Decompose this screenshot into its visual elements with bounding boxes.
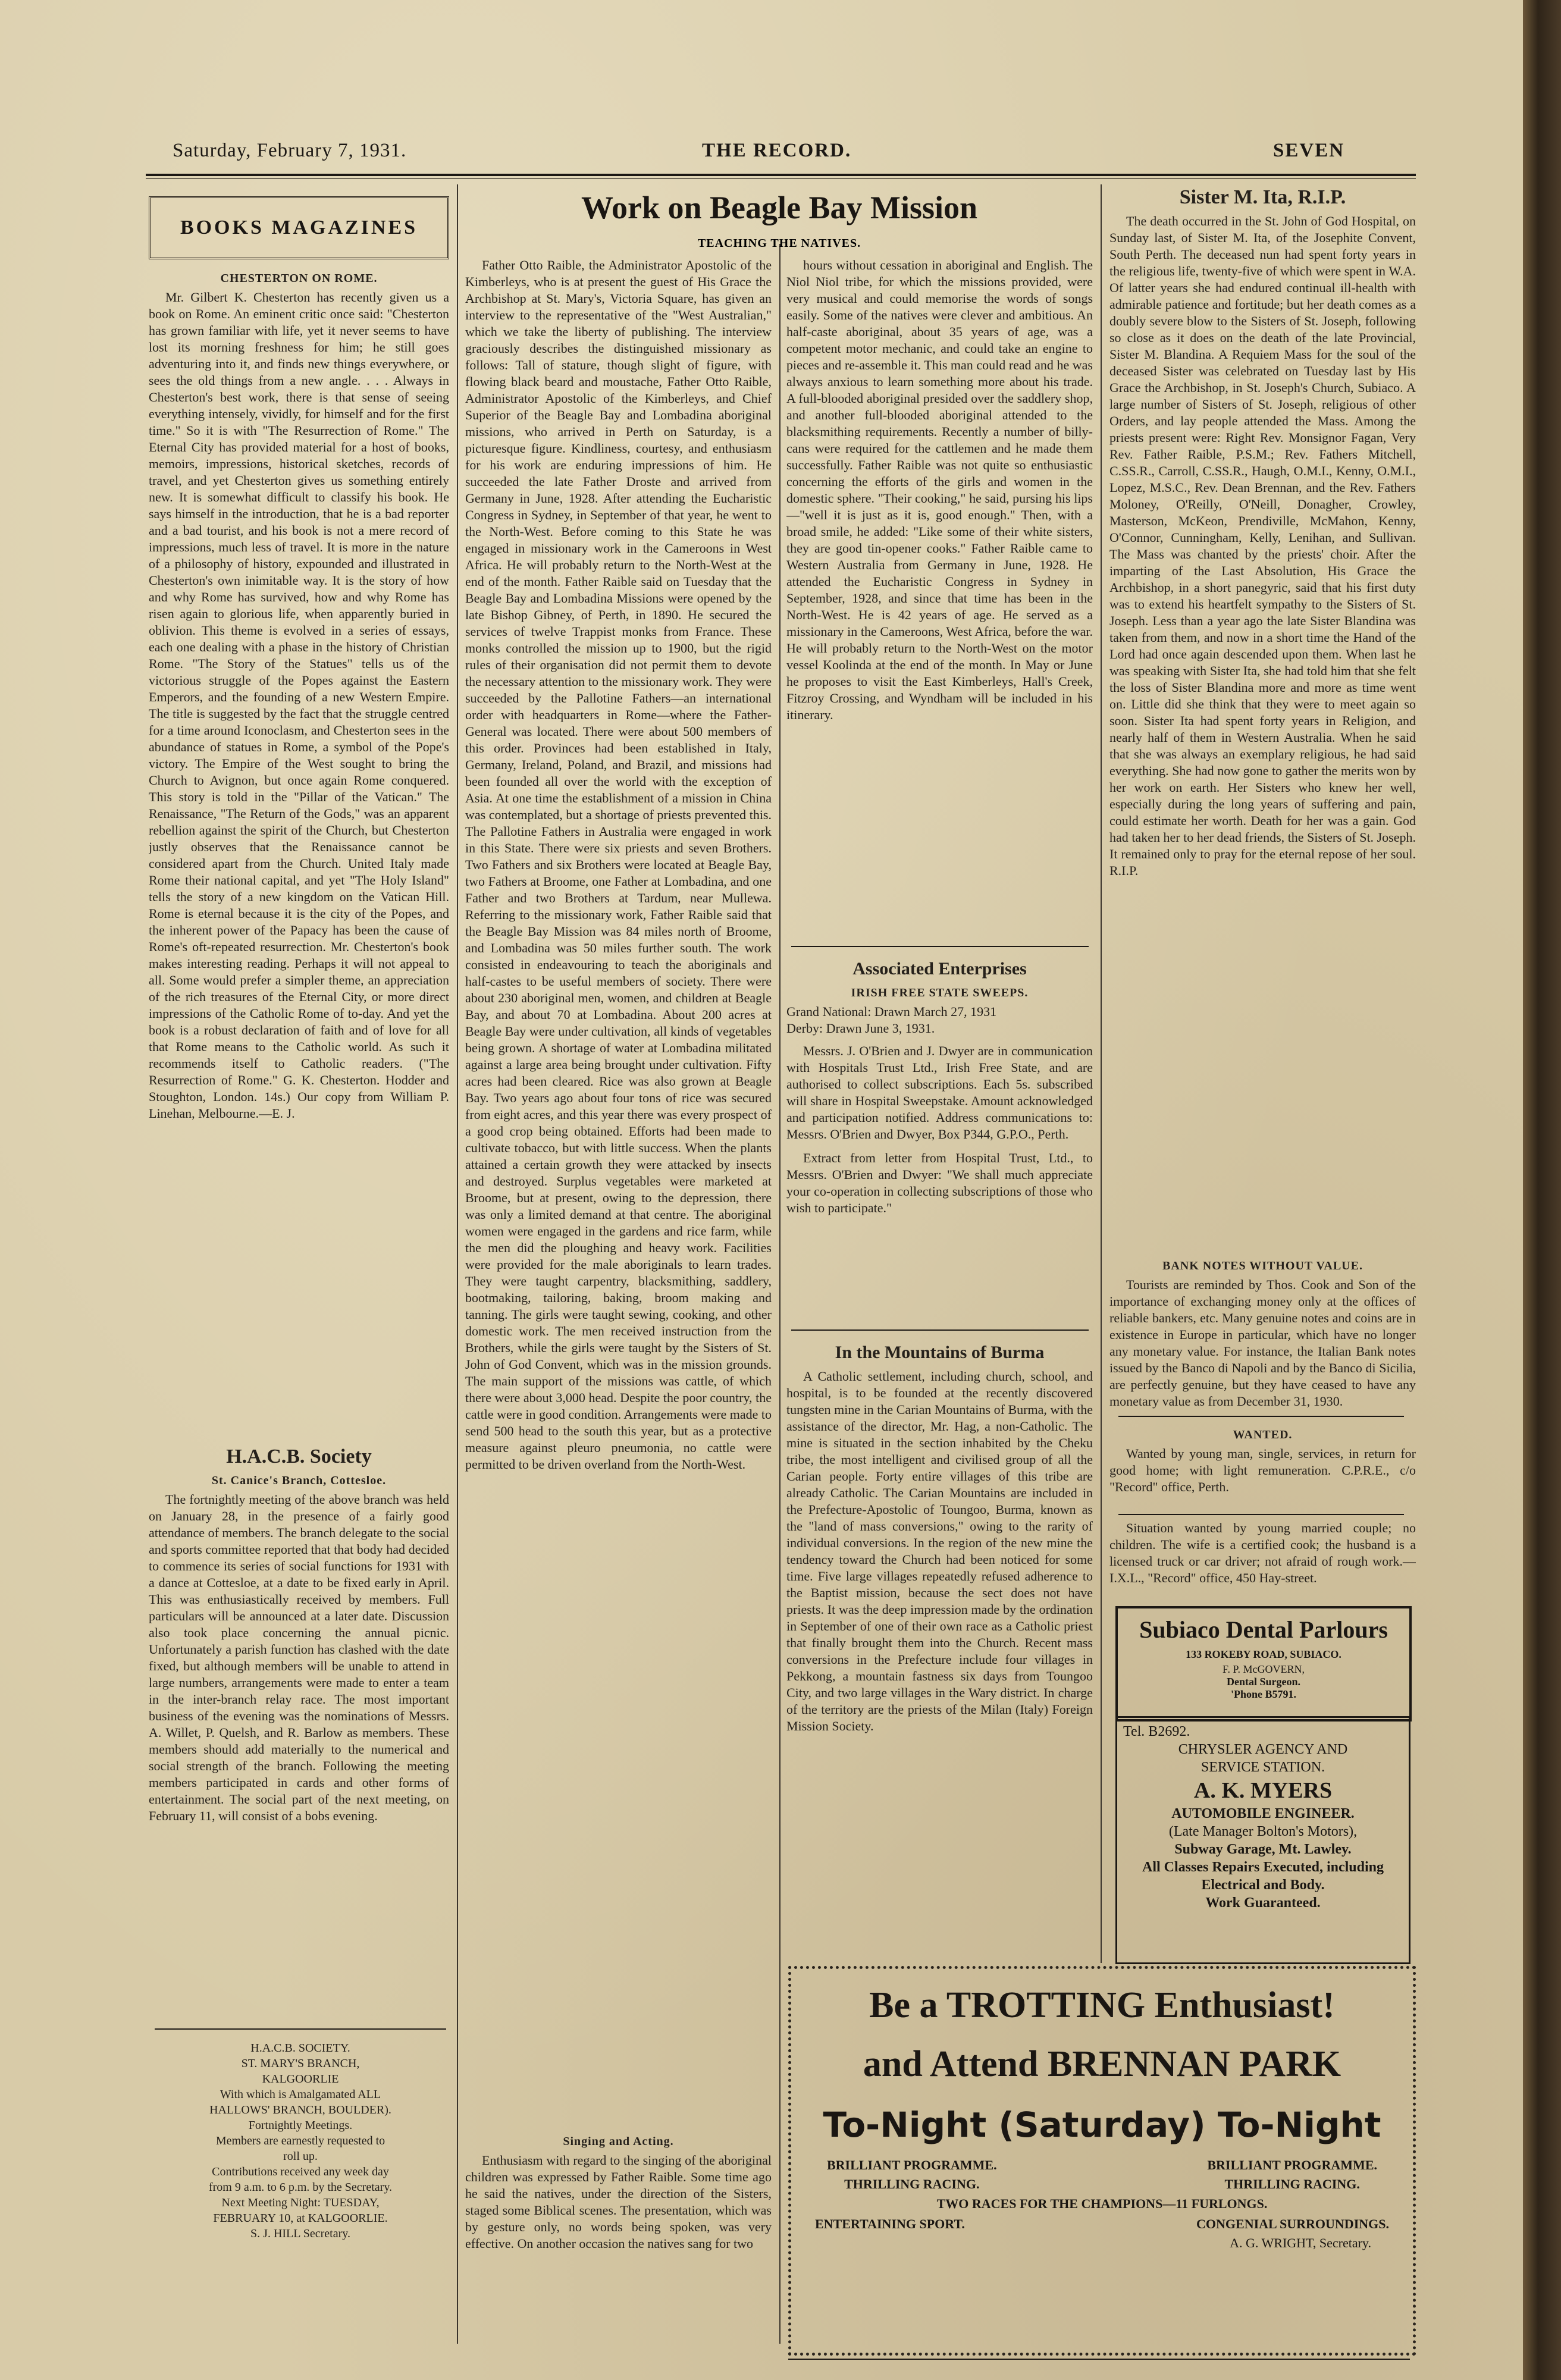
beagle-column-1	[465, 257, 772, 2125]
singing-heading: Singing and Acting.	[563, 2135, 674, 2148]
associated-line-1: Grand National: Drawn March 27, 1931	[786, 1004, 997, 1019]
brennan-line-3: To-Night (Saturday) To-Night	[823, 2105, 1381, 2145]
hacb-body: The fortnightly meeting of the above branch was held on January 28, in the presence of a fairly good attendance of members. The branch delegate to the social and sports committee reported that that body had decided to commence its series of social functions for 1931 with a dance at Cottesloe, at a date to be fixed early in April. This was enthusiastically received by members. Full particulars will be announced at a later date. Discussion also took place concerning the annual picnic. Unfortunately a parish function has clashed with the date fixed, but although members will be unable to attend in large numbers, arrangements were made to enter a team in the inter-branch relay race. The most important business of the evening was the nominations of Messrs. A. Willet, P. Quelsh, and R. Barlow as members. These members should add materially to the numerical and social strength of the branch. Following the meeting members participated in cards and other forms of entertainment. The social part of the next meeting, on February 11, will consist of a bobs evening.	[149, 1492, 449, 1823]
sister-body: The death occurred in the St. John of God Hospital, on Sunday last, of Sister M. Ita, of the Josephite Convent, South Perth. The deceased nun had spent forty years in the religious life, twenty-five of which were spent in W.A. Of latter years she had endured continual ill-health with admirable patience and fortitude; but her death comes as a doubly severe blow to the Sisters of St. Joseph, following so close as it does on the death of the late Provincial, Sister M. Blandina. A Requiem Mass for the soul of the deceased Sister was celebrated on Tuesday last by His Grace the Archbishop, in St. Joseph's Church, Subiaco. A large number of Sisters of St. Joseph, religious of other Orders, and lay people attended the Mass. Among the priests present were: Right Rev. Monsignor Fagan, Very Rev. Father Raible, P.S.M.; Rev. Fathers Mitchell, C.SS.R., Carroll, C.SS.R., Haugh, O.M.I., Kenny, O.M.I., Lopez, M.S.C., Rev. Dean Brennan, and the Rev. Fathers Moloney, O'Reilly, O'Neill, Donagher, Crowley, Masterson, McKeon, Prendiville, McMahon, Kenny, O'Connor, Cunningham, Kelly, Lenihan, and Sullivan. The Mass was chanted by the priests' choir. After the imparting of the Last Absolution, His Grace the Archbishop, in a short panegyric, said that his first duty was to extend his heartfelt sympathy to the Sisters of St. Joseph. Less than a year ago the late Sister Blandina was taken from them, and now in a short time the Hand of the Lord had once again descended upon them. When last he was speaking with Sister Ita, she had told him that she felt the loss of Sister Blandina more and more as time went on. Little did she think that they were to meet again so soon. Sister Ita had spent forty years in Religion, and nearly half of them in Western Australia. When he said that she was always an exemplary religious, he had said everything. She had now gone to gather the merits won by her work on earth. Her Sisters who knew her well, especially during the long years of suffering and pain, could estimate her worth. Death for her was a gain. God had taken her to her dead friends, the Sisters of St. Joseph. It remained only to pray for the eternal repose of her soul. R.I.P.	[1109, 214, 1416, 878]
beagle-column-2	[786, 257, 1093, 941]
notice-line: Contributions received any week day	[212, 2165, 389, 2178]
hacb-notice-rule	[155, 2028, 446, 2030]
associated-extract: Extract from letter from Hospital Trust, Ltd., to Messrs. O'Brien and Dwyer: "We shall much appreciate your co-operation in collecting subscriptions of those who wish to participate."	[786, 1150, 1093, 1215]
book-binding	[1523, 0, 1561, 2380]
associated-body: Messrs. J. O'Brien and J. Dwyer are in communication with Hospitals Trust Ltd., Irish Free State, and are authorised to collect subscriptions. Each 5s. subscribed will share in Hospital Sweepstake. Amount acknowledged and participation notified. Address communications to: Messrs. O'Brien and Dwyer, Box P344, G.P.O., Perth.	[786, 1043, 1093, 1142]
notice-line: Members are earnestly requested to	[215, 2134, 385, 2147]
brennan-line-1: Be a TROTTING Enthusiast!	[869, 1985, 1335, 2025]
situation-column	[1109, 1520, 1416, 1597]
situation-body: Situation wanted by young married couple; no children. The wife is a certified cook; the husband is a licensed truck or car driver; not afraid of rough work.—I.X.L., "Record" office, 450 Hay-street.	[1109, 1520, 1416, 1585]
notice-line: S. J. HILL Secretary.	[250, 2227, 350, 2240]
associated-rule	[791, 946, 1089, 947]
myers-guarantee: Work Guaranteed.	[1205, 1895, 1321, 1911]
column-rule-1	[457, 184, 458, 2344]
bank-notes-body: Tourists are reminded by Thos. Cook and Son of the importance of exchanging money only at the offices of reliable bankers, etc. Many genuine notes and coins are in existence in Europe in particular, which have no longer any monetary value. For instance, the Italian Bank notes issued by the Banco di Napoli and by the Banco di Sicilia, are perfectly genuine, but they have ceased to have any monetary value as from December 31, 1930.	[1109, 1277, 1416, 1409]
myers-role: AUTOMOBILE ENGINEER.	[1171, 1806, 1355, 1821]
wanted-title: WANTED.	[1233, 1428, 1293, 1441]
header-rule	[146, 174, 1416, 176]
dental-phone: 'Phone B5791.	[1230, 1688, 1296, 1700]
bottom-rule	[788, 2359, 1410, 2360]
dental-proprietor: F. P. McGOVERN,	[1222, 1663, 1305, 1675]
notice-line: With which is Amalgamated ALL	[220, 2088, 381, 2101]
brennan-center: TWO RACES FOR THE CHAMPIONS—11 FURLONGS.	[936, 2196, 1268, 2211]
beagle-body-1: Father Otto Raible, the Administrator Apostolic of the Kimberleys, who is at present the guest of His Grace the Archbishop at St. Mary's, Victoria Square, has given an interview to the representative of the "West Australian," which we take the liberty of publishing. The interview graciously describes the distinguished missionary as follows: Tall of stature, though slight of figure, with flowing black beard and moustache, Father Otto Raible, Administrator Apostolic of the Kimberleys, and Chief Superior of the Beagle Bay and Lombadina aboriginal missions, who arrived in Perth on Saturday, is a picturesque figure. Kindliness, courtesy, and enthusiasm for his work are enduring impressions of him. He succeeded the late Father Droste and arrived from Germany in June, 1928. After attending the Eucharistic Congress in Sydney, in September of that year, he went to the North-West. Before coming to this State he was engaged in missionary work in the Cameroons in West Africa. He will probably return to the North-West at the end of the month. Father Raible said on Tuesday that the Beagle Bay and Lombadina Missions were opened by the late Bishop Gibney, of Perth, in 1890. He secured the services of twelve Trappist monks from France. These monks controlled the mission up to 1900, but the rigid rules of their organisation did not permit them to devote the necessary attention to the missionary work. They were succeeded by the Pallotine Fathers—an international order with headquarters in Rome—where the Father-General was located. There were about 500 members of this order. Provinces had been established in Italy, Germany, Ireland, Poland, and Brazil, and missions had been founded all over the world with the exception of Asia. At one time the establishment of a mission in China was contemplated, but a shortage of priests prevented this. The Pallotine Fathers in Australia were engaged in work in this State. There were six priests and seven Brothers. Two Fathers and six Brothers were located at Beagle Bay, two Fathers at Broome, one Father at Lombadina, and one Father and two Brothers at Tardum, near Mullewa. Referring to the missionary work, Father Raible said that the Beagle Bay Mission was 84 miles north of Broome, and Lombadina was 50 miles further south. The work consisted in endeavouring to teach the aboriginals and half-castes to be useful members of society. There were about 230 aboriginal men, women, and children at Beagle Bay, and about 70 at Lombadina. About 200 acres at Beagle Bay were under cultivation, all kinds of vegetables being grown. A shortage of water at Lombadina militated against a large area being brought under cultivation. Fifty acres had been cleared. Rice was also grown at Beagle Bay. Two years ago about four tons of rice was secured from eight acres, and this year there was every prospect of a good crop being obtained. Efforts had been made to cultivate tobacco, but with little success. When the plants attained a certain growth they were attacked by insects and destroyed. Surplus vegetables were marketed at Broome, but at present, owing to the depression, there was only a limited demand at that centre. The aboriginal women were engaged in the gardens and rice farm, while the men did the ploughing and heavy work. Facilities were provided for the male aboriginals to learn trades. They were taught carpentry, blacksmithing, saddlery, bootmaking, tailoring, baking, broom making and tanning. The girls were taught sewing, cooking, and other domestic work. The men received instruction from the Brothers, while the girls were taught by the Sisters of St. John of God Convent, which was in the mission grounds. The main support of the missions was cattle, of which there were about 3,000 head. Despite the poor country, the cattle were in good condition. Arrangements were made to send 500 head to the south this year, but as a protective measure against pleuro pneumonia, no cattle were permitted to be driven overland from the North-West.	[465, 258, 772, 1472]
situation-rule	[1118, 1514, 1404, 1515]
brennan-bottom-left: ENTERTAINING SPORT.	[815, 2216, 965, 2231]
hacb-notice	[155, 2040, 446, 2241]
dental-address: 133 ROKEBY ROAD, SUBIACO.	[1186, 1648, 1341, 1660]
notice-line: roll up.	[283, 2150, 318, 2163]
notice-line: KALGOORLIE	[262, 2072, 339, 2086]
logo-text: BOOKS MAGAZINES	[180, 217, 418, 239]
singing-body: Enthusiasm with regard to the singing of the aboriginal children was expressed by Father Raible. Some time ago he said the natives, under the direction of the Sisters, staged some Biblical scenes. The presentation, which was by gesture only, no words being spoken, was very effective. On another occasion the natives sang for two	[465, 2153, 772, 2251]
sister-column	[1109, 189, 1416, 1248]
brennan-line-2: and Attend BRENNAN PARK	[863, 2044, 1341, 2084]
wanted-column	[1109, 1423, 1416, 1518]
singing-section	[465, 2130, 772, 2344]
bank-notes-title: BANK NOTES WITHOUT VALUE.	[1162, 1259, 1363, 1272]
brennan-bottom-row	[791, 2212, 1413, 2232]
notice-line: FEBRUARY 10, at KALGOORLIE.	[213, 2212, 388, 2225]
burma-rule	[791, 1329, 1089, 1331]
brennan-secretary: A. G. WRIGHT, Secretary.	[1230, 2235, 1371, 2250]
books-heading: CHESTERTON ON ROME.	[220, 272, 378, 285]
myers-agency: CHRYSLER AGENCY AND	[1178, 1742, 1348, 1757]
brennan-left-2: THRILLING RACING.	[844, 2177, 980, 2191]
books-column	[149, 196, 449, 1434]
header-rule-thin	[146, 178, 1416, 179]
associated-column	[786, 955, 1093, 1324]
page-number: SEVEN	[1273, 140, 1345, 161]
sister-title: Sister M. Ita, R.I.P.	[1179, 189, 1346, 208]
wanted-rule	[1118, 1416, 1404, 1417]
column-rule-2	[779, 244, 780, 2344]
brennan-left-1: BRILLIANT PROGRAMME.	[827, 2158, 997, 2172]
myers-tel: Tel. B2692.	[1123, 1724, 1190, 1739]
burma-title: In the Mountains of Burma	[835, 1343, 1045, 1362]
issue-date: Saturday, February 7, 1931.	[173, 140, 407, 161]
hacb-subhead: St. Canice's Branch, Cottesloe.	[211, 1474, 387, 1487]
brennan-bottom-right: CONGENIAL SURROUNDINGS.	[1196, 2216, 1389, 2231]
beagle-subheadline: TEACHING THE NATIVES.	[697, 237, 861, 250]
hacb-column	[149, 1443, 449, 2014]
burma-body: A Catholic settlement, including church, school, and hospital, is to be founded at the recently discovered tungsten mine in the Carian Mountains of Burma, with the assistance of the director, Mr. Hag, a non-Catholic. The mine is situated in the section inhabited by the Cheku tribe, the most intelligent and civilised group of all the Carian people. Forty entire villages of this tribe are already Catholic. The Carian Mountains are included in the Prefecture-Apostolic of Toungoo, Burma, known as the "land of mass conversions," owing to the rarity of individual conversions. In the region of the new mine the tendency toward the Church had been noticed for some time. Five large villages repeatedly refused adherence to the Baptist mission, because the sect does not have priests. It was the deep impression made by the ordination in September of one of their own race as a Catholic priest that finally brought them into the Church. Recent mass conversions in the Prefecture include four villages in Pekkong, a mountain fastness six days from Toungoo City, and two large villages in the Wary district. In charge of the territory are the priests of the Milan (Italy) Foreign Mission Society.	[786, 1369, 1093, 1733]
beagle-body-2: hours without cessation in aboriginal and English. The Niol Niol tribe, for which the missions provided, were very musical and could memorise the words of songs easily. Some of the natives were clever and ambitious. An half-caste aboriginal, about 35 years of age, was a competent motor mechanic, and could take an engine to pieces and re-assemble it. This man could read and he was always anxious to learn something more about his trade. A full-blooded aboriginal presided over the saddlery shop, and another full-blooded aboriginal attended to the blacksmithing requirements. Recently a number of billy-cans were required for the cattlemen and he made them successfully. Father Raible was not quite so enthusiastic concerning the efforts of the girls and women in the domestic sphere. "Their cooking," he said, pursing his lips—"well it is just as it is, good enough." Then, with a broad smile, he added: "Like some of their white sisters, they are good tin-opener cooks." Father Raible came to Western Australia from Germany in June, 1928. He attended the Eucharistic Congress in Sydney in September, 1928, and since that time has been in the North-West. He is 42 years of age. He served as a missionary in the Cameroons, West Africa, before the war. He will probably return to the North-West on the motor vessel Koolinda at the end of the month. In May or June he proposes to visit the East Kimberleys, Hall's Creek, Fitzroy Crossing, and Wyndham will be included in his itinerary.	[786, 258, 1093, 722]
myers-classes: All Classes Repairs Executed, including Electrical and Body.	[1142, 1860, 1384, 1893]
notice-line: Fortnightly Meetings.	[248, 2119, 353, 2132]
bank-notes-column	[1109, 1254, 1416, 1421]
myers-station: SERVICE STATION.	[1200, 1760, 1325, 1775]
notice-line: from 9 a.m. to 6 p.m. by the Secretary.	[208, 2181, 393, 2194]
books-body: Mr. Gilbert K. Chesterton has recently given us a book on Rome. An eminent critic once said: "Chesterton has grown familiar with life, yet it never seems to have lost its morning freshness for him; he still goes adventuring into it, and finds new things everywhere, or sees the old things from a new angle. . . . Always in Chesterton's best work, there is that sense of seeing everything intensely, vividly, for himself and for the first time." So it is with "The Resurrection of Rome." The Eternal City has provided material for a host of books, memoirs, impressions, historical sketches, records of travel, and yet Chesterton gives us something entirely new. It is somewhat difficult to classify his book. He says himself in the introduction, that he is a bad reporter and a bad tourist, and his book is not a mere record of impressions, much less of travel. It is more in the nature of a philosophy of history, expounded and illustrated in Chesterton's own inimitable way. It is the story of how and why Rome has survived, how and why Rome has risen again to glorious life, when apparently buried in oblivion. This theme is evolved in a series of essays, each one dealing with a phase in the history of Christian Rome. "The Story of the Statues" tells us of the victorious struggle of the Popes against the Eastern Emperors, and the founding of a new Western Empire. The title is suggested by the fact that the struggle centred for a time around Iconoclasm, and Chesterton sees in the abundance of statues in Rome, a symbol of the Pope's victory. The Empire of the West sought to bring the Church to Avignon, but once again Rome conquered. This story is told in the "Pillar of the Vatican." The Renaissance, "The Return of the Gods," was an apparent rebellion against the spirit of the Church, but Chesterton justly observes that the Renaissance cannot be considered apart from the Church. United Italy made Rome their national capital, and yet "The Holy Island" tells the story of a new kingdom on the Vatican Hill. Rome is eternal because it is the city of the Popes, and the inherent power of the Papacy has been the cause of Rome's oft-repeated resurrection. Mr. Chesterton's book makes interesting reading. Perhaps it will not appeal to all. Some would prefer a simpler theme, an appreciation of the rich treasures of the Eternal City, or more direct impressions of the Catholic Rome of to-day. And yet the book is a robust declaration of faith and of love for all that Rome means to the Catholic world. As such it recommends itself to Catholic readers. ("The Resurrection of Rome." G. K. Chesterton. Hodder and Stoughton, London. 14s.) Our copy from William P. Linehan, Melbourne.—E. J.	[149, 290, 449, 1121]
books-magazines-logo	[149, 196, 449, 259]
myers-address: Subway Garage, Mt. Lawley.	[1174, 1842, 1352, 1857]
burma-column	[786, 1338, 1093, 1963]
associated-subtitle: IRISH FREE STATE SWEEPS.	[851, 986, 1029, 999]
brennan-left-block	[827, 2156, 997, 2194]
brennan-right-block	[1207, 2156, 1377, 2194]
notice-line: ST. MARY'S BRANCH,	[241, 2057, 360, 2070]
hacb-title: H.A.C.B. Society	[226, 1445, 372, 1467]
myers-ad	[1115, 1716, 1410, 1964]
myers-former: (Late Manager Bolton's Motors),	[1168, 1824, 1358, 1839]
wanted-body: Wanted by young man, single, services, in return for good home; with light remuneration. C.P.R.E., c/o "Record" office, Perth.	[1109, 1446, 1416, 1494]
notice-line: HALLOWS' BRANCH, BOULDER).	[209, 2103, 391, 2116]
brennan-programme-row	[791, 2145, 1413, 2194]
associated-title: Associated Enterprises	[852, 959, 1027, 979]
column-rule-3	[1101, 184, 1102, 1963]
myers-name: A. K. MYERS	[1193, 1778, 1333, 1803]
newspaper-title: THE RECORD.	[702, 140, 852, 161]
beagle-headline: Work on Beagle Bay Mission	[581, 190, 978, 225]
associated-line-2: Derby: Drawn June 3, 1931.	[786, 1021, 935, 1036]
brennan-right-1: BRILLIANT PROGRAMME.	[1207, 2158, 1377, 2172]
brennan-park-ad	[788, 1966, 1416, 2356]
brennan-right-2: THRILLING RACING.	[1224, 2177, 1360, 2191]
notice-line: H.A.C.B. SOCIETY.	[250, 2042, 350, 2055]
dental-role: Dental Surgeon.	[1226, 1676, 1300, 1688]
dental-name: Subiaco Dental Parlours	[1139, 1616, 1388, 1643]
subiaco-dental-ad	[1115, 1606, 1412, 1721]
notice-line: Next Meeting Night: TUESDAY,	[221, 2196, 380, 2209]
